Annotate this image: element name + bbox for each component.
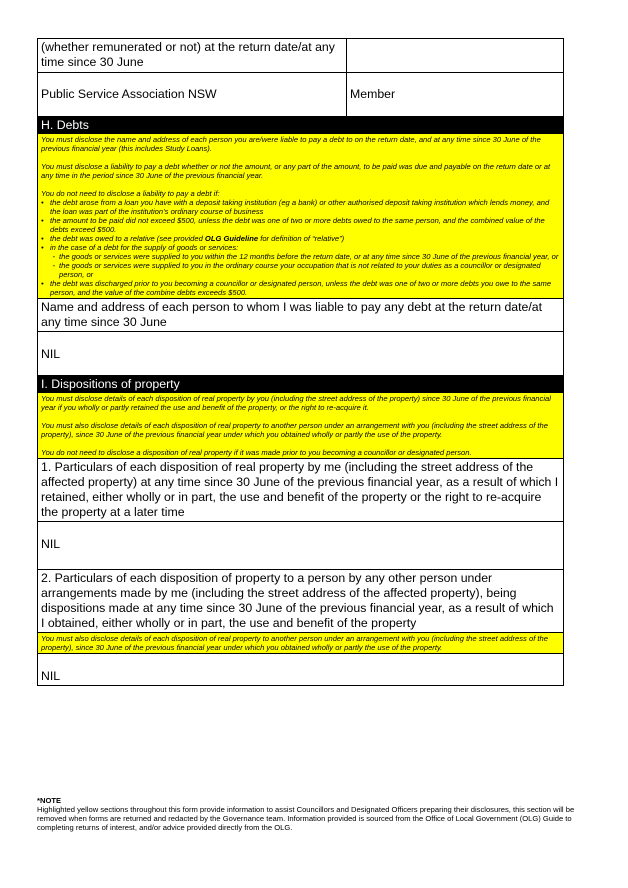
info-paragraph: You must disclose details of each disposition of real property by you (including the street address of the property) since 30 June of the previous financial year if you wholly or partly retained the use and benefit of the property, or the right to re-acquire it. — [41, 394, 551, 412]
answer-disposition-1: NIL — [38, 522, 563, 570]
note-text: Highlighted yellow sections throughout this form provide information to assist Councillors and Designated Officers preparing their disclosures, this section will be removed when forms are returned and redacted by the Governance team. Information provided is sourced from the Office of Local Government (OLG) Guide to completing returns of interest, and/or advice provided directly from the OLG. — [37, 805, 575, 832]
relative-text: the debt was owed to a relative (see provided — [50, 234, 205, 243]
bullet-text: the debt was discharged prior to you becoming a councillor or designated person, unless the debt was one of two or more debts you owe to the same person, and the value of the combine debts exceeds $500. — [50, 279, 552, 297]
section-heading-debts: H. Debts — [38, 117, 563, 134]
question-debts: Name and address of each person to whom I was liable to pay any debt at the return date/at any time since 30 June — [38, 299, 563, 332]
bullet-item: • the debt was owed to a relative (see provided OLG Guideline for definition of “relative”) — [41, 234, 560, 243]
question-disposition-2: 2. Particulars of each disposition of property to a person by any other person under arrangements made by me (including the street address of the affected property), being dispositions made at any time since 30 June of the previous financial year, as a result of which I obtained, either wholly or in part, the use and benefit of the property — [38, 570, 563, 633]
row-label: Public Service Association NSW — [38, 73, 347, 116]
info-box-disposition-2: You must also disclose details of each disposition of real property to another person under an arrangement with you (including the street address of the property), since 30 June of the previous financial year under which you obtained wholly or partly the use of the property. — [38, 633, 563, 654]
table-row — [38, 73, 563, 117]
info-paragraph: You must disclose a liability to pay a debt whether or not the amount, or any part of the amount, to be paid was due and payable on the return date or at any time in the period since 30 June of the previous financial year. — [41, 162, 551, 180]
row-label: (whether remunerated or not) at the return date/at any time since 30 June — [38, 39, 347, 72]
info-paragraph: You must also disclose details of each disposition of real property to another person under an arrangement with you (including the street address of the property), since 30 June of the previous financial year under which you obtained wholly or partly the use of the property. — [41, 421, 548, 439]
disclosure-form — [37, 38, 564, 686]
bullet-item: • the amount to be paid did not exceed $500, unless the debt was one of two or more debts owed to the same person, and the combined value of the debts exceed $500. — [41, 216, 560, 234]
answer-debts: NIL — [38, 332, 563, 376]
bullet-text: the goods or services were supplied to you in the ordinary course your occupation that is not related to your duties as a councillor or designated person, or — [59, 261, 541, 279]
note-title: *NOTE — [37, 796, 62, 805]
bullet-text: in the case of a debt for the supply of goods or services: — [50, 243, 239, 252]
answer-disposition-2: NIL — [38, 654, 563, 686]
bullet-item: • in the case of a debt for the supply of goods or services: — [41, 243, 560, 252]
section-heading-dispositions: I. Dispositions of property — [38, 376, 563, 393]
footnote — [37, 796, 587, 832]
bullet-text: the debt arose from a loan you have with a deposit taking institution (eg a bank) or other authorised deposit taking institution which lends money, and the loan was part of the institution’s ordinary course of business — [50, 198, 550, 216]
question-disposition-1: 1. Particulars of each disposition of real property by me (including the street address of the affected property) at any time since 30 June of the previous financial year, as a result of which I retained, either wholly or in part, the use and benefit of the property or the right to re-acquire the property at a later time — [38, 459, 563, 522]
bullet-item: • the debt arose from a loan you have with a deposit taking institution (eg a bank) or other authorised deposit taking institution which lends money, and the loan was part of the institution’s ordinary course of business — [41, 198, 560, 216]
row-value: Member — [350, 87, 396, 101]
info-box-dispositions — [38, 393, 563, 459]
info-paragraph: You do not need to disclose a disposition of real property if it was made prior to you becoming a councillor or designated person. — [41, 448, 472, 457]
bullet-text — [50, 234, 560, 243]
bullet-text: the goods or services were supplied to you within the 12 months before the return date, or at any time since 30 June of the previous financial year, or — [59, 252, 559, 261]
table-row — [38, 39, 563, 73]
olg-guideline-ref: OLG Guideline — [204, 234, 259, 243]
bullet-item: • the debt was discharged prior to you becoming a councillor or designated person, unless the debt was one of two or more debts you owe to the same person, and the value of the combine debts exceeds $500. — [41, 279, 560, 297]
sub-bullet-item: - the goods or services were supplied to you in the ordinary course your occupation that is not related to your duties as a councillor or designated person, or — [41, 261, 560, 279]
sub-bullet-item: - the goods or services were supplied to you within the 12 months before the return date, or at any time since 30 June of the previous financial year, or — [52, 252, 559, 261]
info-paragraph: You do not need to disclose a liability to pay a debt if: — [41, 189, 220, 198]
bullet-text: the amount to be paid did not exceed $500, unless the debt was one of two or more debts owed to the same person, and the combined value of the debts exceed $500. — [50, 216, 545, 234]
info-paragraph: You must disclose the name and address of each person you are/were liable to pay a debt to on the return date, and at any time since 30 June of the previous financial year (this includes Study Loans). — [41, 135, 541, 153]
relative-text: for definition of “relative”) — [258, 234, 345, 243]
info-box-debts — [38, 134, 563, 299]
row-value — [347, 39, 563, 72]
